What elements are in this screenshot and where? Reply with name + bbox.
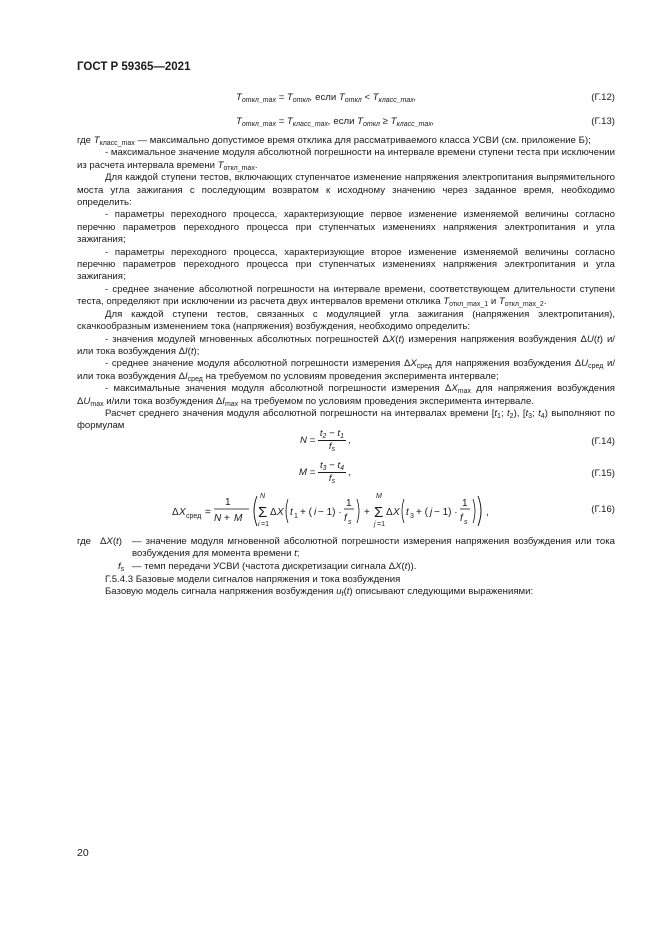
svg-text:Σ: Σ — [374, 504, 384, 521]
formula-g14-number: (Г.14) — [591, 436, 615, 447]
item-second-change: - параметры переходного процесса, характеризующие второе изменение изменяемой величины согласно перечню параметров переходного процесса при ступенчатых изменениях напряжения электропитания и угла зажигания; — [77, 246, 615, 283]
item-instant-values-text: - значения модулей мгновенных абсолютных погрешностей — [105, 333, 379, 345]
formula-g16-number: (Г.16) — [591, 504, 615, 515]
section-title: Г.5.4.3 Базовые модели сигналов напряжения и тока возбуждения — [105, 574, 401, 585]
max-value-paragraph: - максимальное значение модуля абсолютной погрешности на интервале времени ступени теста при исключении из расчета интервала времени $T_{откл\_max}$. — [77, 147, 615, 172]
item-mean-abs: - среднее значение абсолютной погрешности на интервале времени, соответствующем длительности ступени теста, определяют при исключении из расчета двух интервалов времени отклика $T_{откл\_max\_1}$ и $T_{откл\_max\_2}$. — [77, 283, 615, 309]
svg-text:X: X — [393, 507, 400, 518]
svg-text:=: = — [205, 507, 211, 518]
svg-text:M: M — [234, 513, 243, 524]
svg-text:j: j — [374, 521, 376, 528]
svg-text:=1: =1 — [261, 521, 269, 528]
formula-g12 — [77, 92, 615, 106]
item-first-change: - параметры переходного процесса, характеризующие первое изменение изменяемой величины согласно перечню параметров переходного процесса при ступенчатых изменениях напряжения электропитания и угла зажигания; — [77, 209, 615, 246]
svg-text:i: i — [258, 521, 260, 528]
svg-text:+ (: + ( — [416, 507, 428, 518]
where-tclass-text: — максимально допустимое время отклика для рассматриваемого класса УСВИ (см. приложение Б); — [137, 135, 591, 146]
item-mean-module-mid: для напряжения возбуждения — [435, 358, 572, 370]
svg-text:t: t — [290, 507, 293, 518]
where-dx-symbol: ΔX(t) — [100, 536, 122, 547]
max-value-text: - максимальное значение модуля абсолютной погрешности на интервале времени ступени теста при исключении из расчета интервала времени — [77, 147, 615, 171]
item-mean-module-text: - среднее значение модуля абсолютной погрешности измерения — [105, 358, 401, 370]
formula-g12-expression: $T_{откл\_max} = T_{откл}$, если $T_{откл} < T_{класс\_max}$, — [236, 92, 417, 104]
svg-text:1: 1 — [462, 498, 468, 509]
where-label-2: где — [77, 536, 92, 547]
item-instant-values: - значения модулей мгновенных абсолютных погрешностей ΔX(t) измерения напряжения возбуждения ΔU(t) и/или тока возбуждения ΔI(t); — [77, 333, 615, 357]
formula-g13 — [77, 116, 615, 130]
formula-g12-number: (Г.12) — [591, 92, 615, 103]
formula-g13-expression: $T_{откл\_max} = T_{класс\_max}$, если $T_{откл} \ge T_{класс\_max}$, — [236, 116, 435, 128]
item-instant-current: и/или тока возбуждения — [77, 333, 615, 357]
item-mean-module-l2: и/или тока возбуждения — [77, 358, 615, 382]
formula-g16-expression — [172, 490, 572, 532]
where-fs-text: — темп передачи УСВИ (частота дискретизации сигнала — [132, 561, 386, 572]
paragraph-base-model: Базовую модель сигнала напряжения возбуждения $u_f(t)$ описывают следующими выражениями: — [105, 586, 534, 599]
text-block-1 — [77, 135, 615, 433]
svg-text:j: j — [430, 507, 433, 518]
where-tclass-line: где $T_{класс\_max}$ — максимально допустимое время отклика для рассматриваемого класса УСВИ (см. приложение Б); — [77, 135, 591, 147]
formula-g16 — [77, 490, 615, 532]
paragraph-steps: Для каждой ступени тестов, включающих ступенчатое изменение напряжения электропитания выпрямительного моста угла зажигания с последующим возвратом к исходному значению через заданное время, необходимо определить: — [77, 172, 615, 209]
svg-text:3: 3 — [410, 513, 414, 520]
svg-text:Δ: Δ — [270, 507, 277, 518]
where-dx-definition: — значение модуля мгновенной абсолютной погрешности измерения напряжения возбуждения или тока возбуждения для момента времени t; — [132, 536, 615, 560]
item-max-module-l2-tail: на требуемом по условиям проведения эксперимента интервале. — [240, 395, 534, 407]
paragraph-modulation: Для каждой ступени тестов, связанных с модуляцией угла зажигания (напряжения электропитания), скачкообразным изменением тока (напряжения) возбуждения, необходимо определить: — [77, 308, 615, 333]
formula-g14 — [77, 428, 615, 456]
svg-text:− 1) ·: − 1) · — [434, 507, 458, 518]
item-mean-abs-text: - среднее значение абсолютной погрешности на интервале времени, соответствующем длительности ступени теста, определяют при исключении из расчета двух интервалов времени отклика — [77, 283, 615, 308]
formula-g14-expression: N = $\frac{t_2 - t_1}{f_s}$ , — [300, 428, 352, 453]
formula-g15-expression: M = $\frac{t_3 - t_4}{f_s}$ , — [299, 460, 352, 485]
where-dx-text: — значение модуля мгновенной абсолютной погрешности измерения напряжения возбуждения или тока возбуждения для момента времени — [132, 536, 615, 560]
svg-text:M: M — [376, 493, 382, 500]
svg-text:− 1) ·: − 1) · — [318, 507, 342, 518]
formula-g13-number: (Г.13) — [591, 116, 615, 127]
where-fs-symbol: $f_s$ — [118, 561, 125, 573]
svg-text:N: N — [260, 493, 266, 500]
svg-text:X: X — [179, 507, 186, 518]
paragraph-calc-tail: выполняют по формулам — [77, 407, 615, 432]
svg-text:Δ: Δ — [172, 507, 179, 518]
item-max-module-text: - максимальные значения модуля абсолютной погрешности измерения — [105, 383, 440, 395]
item-max-module: - максимальные значения модуля абсолютной погрешности измерения $\Delta X_{max}$ для напряжения возбуждения $\Delta U_{max}$ и/или тока возбуждения $\Delta I_{max}$ на требуемом по условиям проведения эксперимента интервале. — [77, 383, 615, 408]
svg-text:Σ: Σ — [258, 504, 268, 521]
item-instant-values-tail: измерения напряжения возбуждения — [408, 333, 577, 345]
svg-text:+: + — [364, 507, 370, 518]
formula-g15-number: (Г.15) — [591, 468, 615, 479]
svg-text:,: , — [486, 507, 489, 518]
svg-text:+ (: + ( — [300, 507, 312, 518]
svg-text:сред: сред — [186, 513, 202, 520]
svg-text:1: 1 — [346, 498, 352, 509]
svg-text:N: N — [214, 513, 222, 524]
svg-text:f: f — [460, 513, 463, 524]
svg-text:X: X — [277, 507, 284, 518]
svg-text:i: i — [314, 507, 317, 518]
item-max-module-mid: для напряжения возбуждения — [476, 383, 615, 395]
svg-text:s: s — [348, 519, 352, 526]
paragraph-base-model-tail: описывают следующими выражениями: — [355, 586, 534, 598]
item-mean-module: - среднее значение модуля абсолютной погрешности измерения $\Delta X_{сред}$ для напряжения возбуждения $\Delta U_{сред}$ и/или тока возбуждения $\Delta I_{сред}$ на требуемом по условиям проведения эксперимента интервале; — [77, 358, 615, 383]
paragraph-base-model-text: Базовую модель сигнала напряжения возбуждения — [105, 586, 334, 598]
svg-text:1: 1 — [225, 497, 231, 508]
svg-text:+: + — [224, 513, 230, 524]
section-block — [77, 574, 615, 599]
item-max-module-l2: и/или тока возбуждения — [106, 395, 214, 407]
where-label: где — [77, 135, 92, 146]
standard-header: ГОСТ Р 59365—2021 — [77, 61, 191, 73]
where-fs-definition: — темп передачи УСВИ (частота дискретизации сигнала ΔX(t)). — [132, 561, 417, 572]
svg-text:Δ: Δ — [386, 507, 393, 518]
formula-g15 — [77, 460, 615, 488]
svg-text:f: f — [344, 513, 347, 524]
svg-text:s: s — [464, 519, 468, 526]
svg-text:=1: =1 — [377, 521, 385, 528]
paragraph-calc-text: Расчет среднего значения модуля абсолютной погрешности на интервалах времени — [105, 407, 489, 419]
svg-text:t: t — [406, 507, 409, 518]
item-mean-module-l2-tail: на требуемом по условиям проведения эксперимента интервале; — [205, 370, 499, 382]
svg-text:1: 1 — [294, 513, 298, 520]
page-number: 20 — [77, 847, 89, 859]
paragraph-calc: Расчет среднего значения модуля абсолютной погрешности на интервалах времени [$t_1$; $t_2$), [$t_3$; $t_4$) выполняют по формулам — [77, 407, 615, 432]
